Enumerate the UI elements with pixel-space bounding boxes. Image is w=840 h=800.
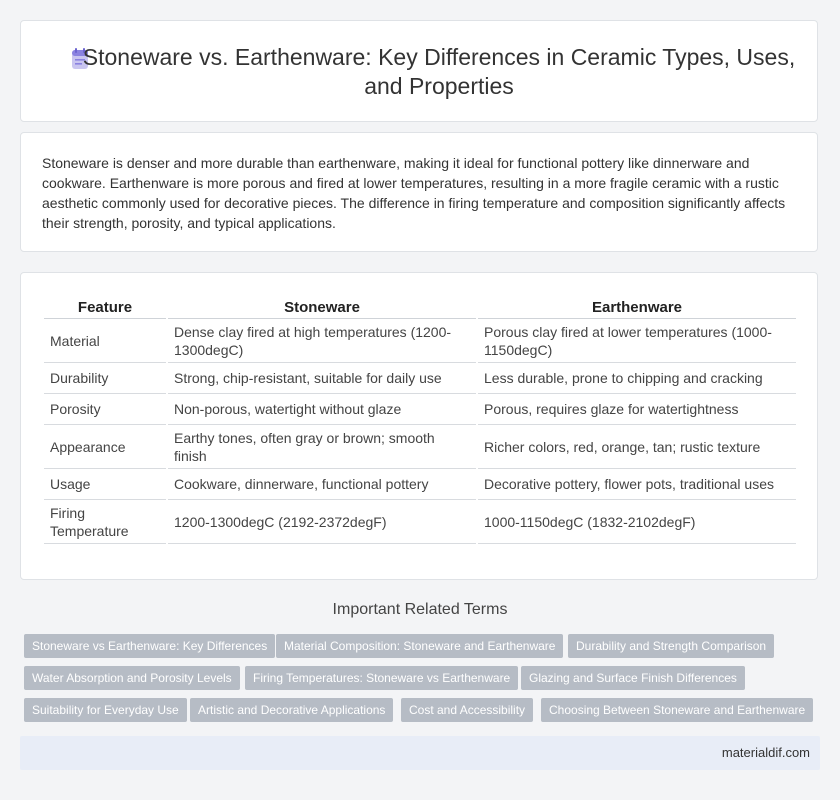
page-title: Stoneware vs. Earthenware: Key Differences in Ceramic Types, Uses, and Properties (82, 44, 796, 99)
comparison-table (42, 297, 798, 544)
table-row (44, 425, 796, 469)
earthenware-cell: Porous, requires glaze for watertightness (478, 394, 796, 425)
header-card (20, 20, 818, 122)
table-row (44, 319, 796, 363)
earthenware-cell: Porous clay fired at lower temperatures (1000-1150degC) (478, 319, 796, 363)
related-tag[interactable]: Glazing and Surface Finish Differences (521, 666, 745, 690)
stoneware-cell: Cookware, dinnerware, functional pottery (168, 469, 476, 500)
related-tag[interactable]: Choosing Between Stoneware and Earthenware (541, 698, 813, 722)
footer (20, 736, 820, 770)
table-row (44, 363, 796, 394)
comparison-table-card (20, 272, 818, 580)
earthenware-cell: 1000-1150degC (1832-2102degF) (478, 500, 796, 544)
related-tag[interactable]: Artistic and Decorative Applications (190, 698, 393, 722)
earthenware-cell: Richer colors, red, orange, tan; rustic texture (478, 425, 796, 469)
table-row (44, 394, 796, 425)
table-row (44, 500, 796, 544)
earthenware-cell: Less durable, prone to chipping and cracking (478, 363, 796, 394)
stoneware-cell: 1200-1300degC (2192-2372degF) (168, 500, 476, 544)
feature-cell: Usage (44, 469, 166, 500)
related-tag[interactable]: Water Absorption and Porosity Levels (24, 666, 240, 690)
related-tag[interactable]: Material Composition: Stoneware and Earthenware (276, 634, 563, 658)
related-terms-title: Important Related Terms (332, 601, 508, 618)
stoneware-cell: Dense clay fired at high temperatures (1200-1300degC) (168, 319, 476, 363)
feature-cell: Porosity (44, 394, 166, 425)
feature-cell: Durability (44, 363, 166, 394)
related-tag[interactable]: Suitability for Everyday Use (24, 698, 187, 722)
header-earthenware: Earthenware (478, 297, 796, 319)
feature-cell: Appearance (44, 425, 166, 469)
table-row (44, 469, 796, 500)
stoneware-cell: Strong, chip-resistant, suitable for daily use (168, 363, 476, 394)
footer-site[interactable]: materialdif.com (721, 745, 810, 760)
earthenware-cell: Decorative pottery, flower pots, traditional uses (478, 469, 796, 500)
related-tag[interactable]: Cost and Accessibility (401, 698, 533, 722)
summary-text: Stoneware is denser and more durable than earthenware, making it ideal for functional pottery like dinnerware and cookware. Earthenware is more porous and fired at lower temperatures, resulting in a more fragile ceramic with a rustic aesthetic commonly used for decorative pieces. The difference in firing temperature and composition significantly affects their strength, porosity, and typical applications. (42, 155, 786, 231)
table-header-row (44, 297, 796, 319)
related-tag[interactable]: Firing Temperatures: Stoneware vs Earthenware (245, 666, 518, 690)
header-stoneware: Stoneware (168, 297, 476, 319)
feature-cell: Material (44, 319, 166, 363)
related-tag[interactable]: Stoneware vs Earthenware: Key Differences (24, 634, 275, 658)
feature-cell: Firing Temperature (44, 500, 166, 544)
summary-card (20, 132, 818, 252)
stoneware-cell: Non-porous, watertight without glaze (168, 394, 476, 425)
header-feature: Feature (44, 297, 166, 319)
stoneware-cell: Earthy tones, often gray or brown; smooth finish (168, 425, 476, 469)
related-tag[interactable]: Durability and Strength Comparison (568, 634, 774, 658)
